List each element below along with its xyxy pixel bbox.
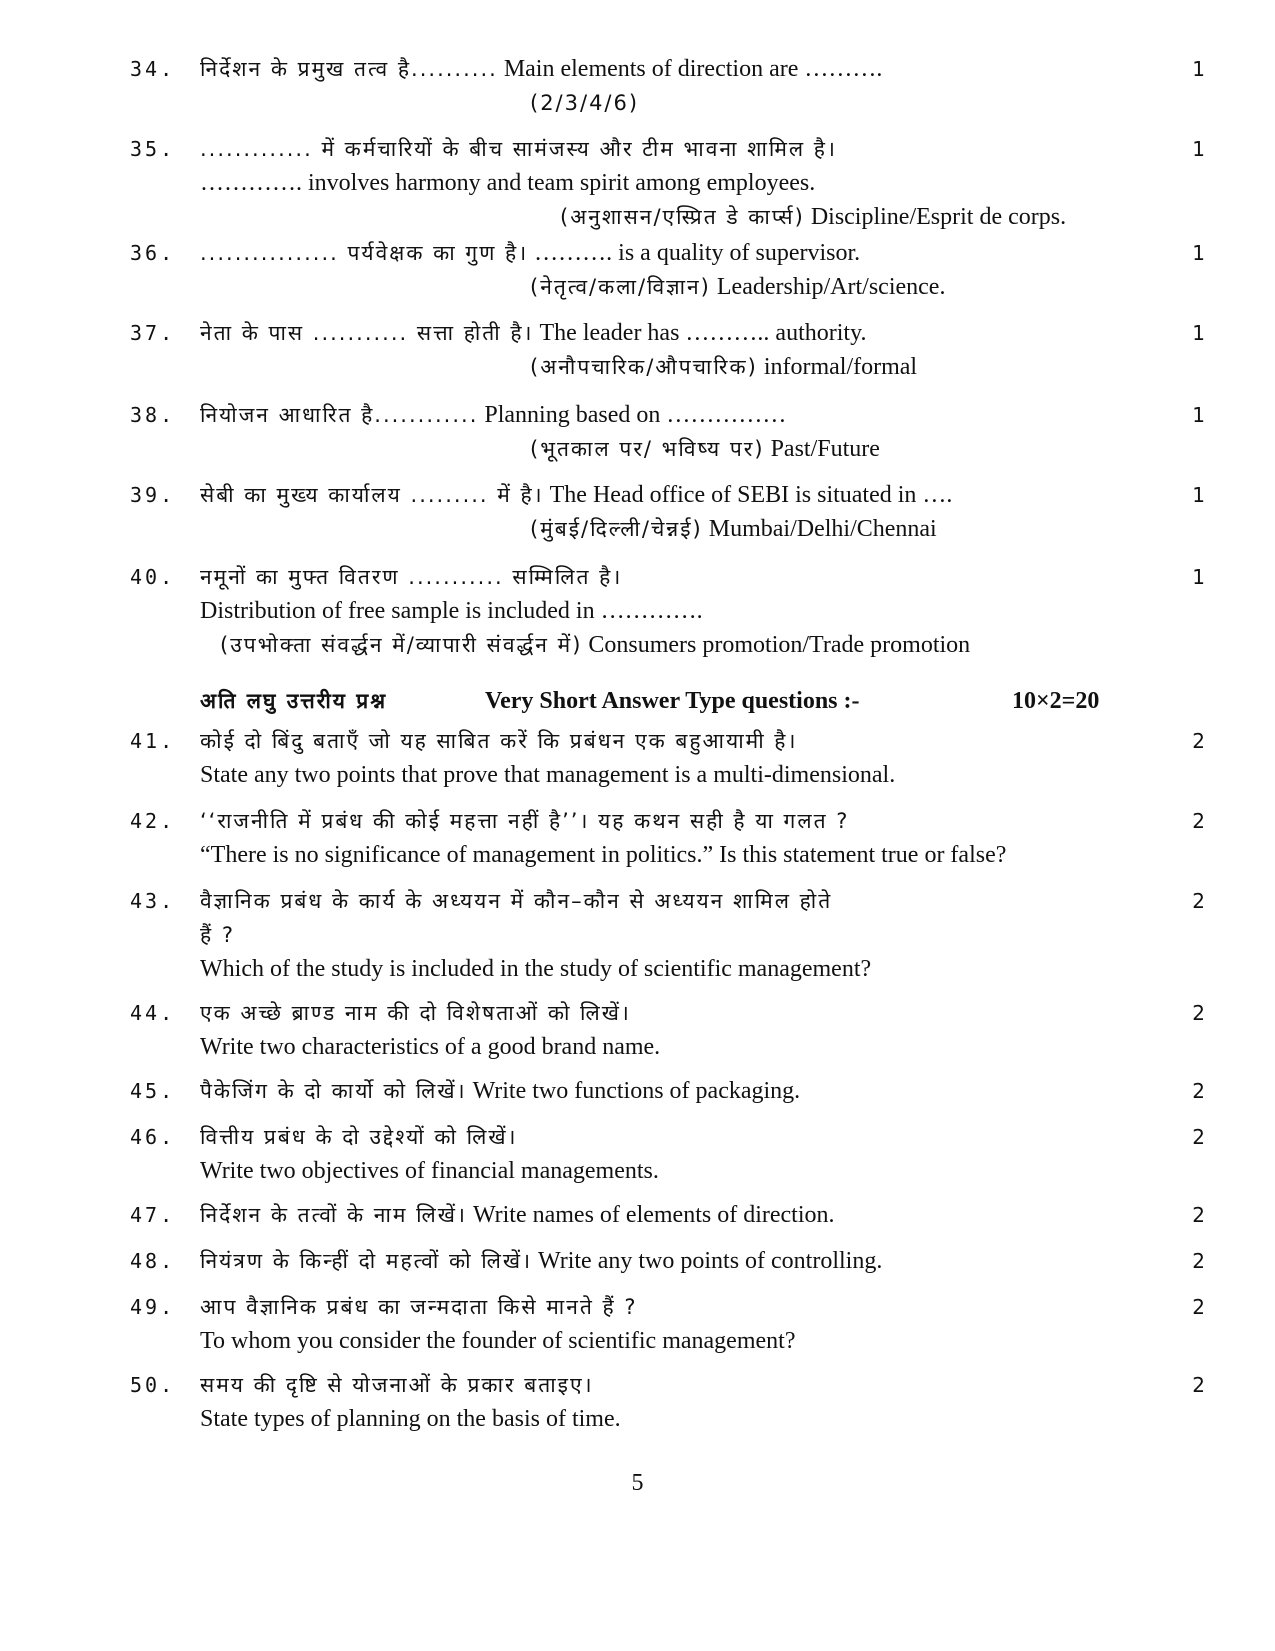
question-text-line bbox=[200, 918, 235, 952]
question-text-line bbox=[200, 1324, 795, 1358]
english-text: State types of planning on the basis of time. bbox=[200, 1406, 621, 1432]
question-number: 46. bbox=[130, 1125, 176, 1149]
hindi-text: (उपभोक्ता संवर्द्धन में/व्यापारी संवर्द्धन में) bbox=[220, 633, 583, 657]
english-text: …………. involves harmony and team spirit among employees. bbox=[200, 170, 816, 196]
question-marks: 1 bbox=[1192, 57, 1205, 81]
hindi-text: एक अच्छे ब्राण्ड नाम की दो विशेषताओं को लिखें। bbox=[200, 1001, 631, 1025]
hindi-text: निर्देशन के तत्वों के नाम लिखें। bbox=[200, 1203, 467, 1227]
hindi-text: आप वैज्ञानिक प्रबंध का जन्मदाता किसे मानते हैं ? bbox=[200, 1295, 638, 1319]
question-text-line bbox=[200, 594, 703, 628]
hindi-text: (भूतकाल पर/ भविष्य पर) bbox=[530, 437, 765, 461]
english-text: Write names of elements of direction. bbox=[466, 1202, 835, 1228]
english-text: Planning based on …………… bbox=[478, 402, 787, 428]
question-marks: 2 bbox=[1192, 1079, 1205, 1103]
hindi-text: निर्देशन के प्रमुख तत्व है.......... bbox=[200, 57, 498, 81]
hindi-text: ‘‘राजनीति में प्रबंध की कोई महत्ता नहीं है’’। यह कथन सही है या गलत ? bbox=[200, 809, 850, 833]
english-text: Write two functions of packaging. bbox=[466, 1078, 801, 1104]
question-text-line bbox=[200, 478, 952, 512]
question-number: 35. bbox=[130, 137, 176, 161]
question-text-line bbox=[200, 236, 860, 270]
hindi-text: ................ पर्यवेक्षक का गुण है। bbox=[200, 241, 529, 265]
hindi-text: (2/3/4/6) bbox=[530, 91, 640, 115]
english-text: State any two points that prove that management is a multi-dimensional. bbox=[200, 762, 896, 788]
question-text-line bbox=[200, 1154, 659, 1188]
question-number: 45. bbox=[130, 1079, 176, 1103]
question-marks: 1 bbox=[1192, 137, 1205, 161]
question-marks: 1 bbox=[1192, 403, 1205, 427]
english-text: The leader has ……….. authority. bbox=[533, 320, 867, 346]
page-number: 5 bbox=[631, 1470, 644, 1496]
question-marks: 1 bbox=[1192, 483, 1205, 507]
question-number: 43. bbox=[130, 889, 176, 913]
hindi-text: समय की दृष्टि से योजनाओं के प्रकार बताइए। bbox=[200, 1373, 594, 1397]
hindi-text: नियंत्रण के किन्हीं दो महत्वों को लिखें। bbox=[200, 1249, 533, 1273]
question-text-line bbox=[200, 952, 871, 986]
hindi-text: (अनुशासन/एस्प्रित डे कार्प्स) bbox=[560, 205, 805, 229]
english-text: To whom you consider the founder of scientific management? bbox=[200, 1328, 796, 1354]
question-text-line bbox=[530, 86, 639, 120]
question-text-line bbox=[530, 270, 945, 304]
question-number: 34. bbox=[130, 57, 176, 81]
question-number: 50. bbox=[130, 1373, 176, 1397]
english-text: Write any two points of controlling. bbox=[532, 1248, 883, 1274]
question-marks: 2 bbox=[1192, 1001, 1205, 1025]
english-text: The Head office of SEBI is situated in …. bbox=[543, 482, 953, 508]
question-text-line bbox=[220, 628, 970, 662]
question-text-line bbox=[530, 512, 937, 546]
english-text: Consumers promotion/Trade promotion bbox=[582, 632, 971, 658]
hindi-text: कोई दो बिंदु बताएँ जो यह साबित करें कि प्रबंधन एक बहुआयामी है। bbox=[200, 729, 798, 753]
question-text-line bbox=[200, 838, 1006, 872]
question-marks: 2 bbox=[1192, 1249, 1205, 1273]
question-text-line bbox=[200, 166, 815, 200]
question-text-line bbox=[200, 1368, 594, 1402]
question-text-line bbox=[200, 52, 882, 86]
question-marks: 2 bbox=[1192, 1203, 1205, 1227]
question-text-line bbox=[200, 398, 786, 432]
question-number: 48. bbox=[130, 1249, 176, 1273]
question-number: 38. bbox=[130, 403, 176, 427]
english-text: Main elements of direction are ………. bbox=[497, 56, 883, 82]
english-text: Mumbai/Delhi/Chennai bbox=[702, 516, 937, 542]
english-text: Distribution of free sample is included in …………. bbox=[200, 598, 703, 624]
question-text-line bbox=[530, 432, 880, 466]
question-text-line bbox=[200, 758, 895, 792]
english-text: Past/Future bbox=[764, 436, 880, 462]
question-marks: 2 bbox=[1192, 1125, 1205, 1149]
question-text-line bbox=[200, 1120, 517, 1154]
question-marks: 2 bbox=[1192, 729, 1205, 753]
question-text-line bbox=[200, 724, 797, 758]
hindi-text: वित्तीय प्रबंध के दो उद्देश्यों को लिखें। bbox=[200, 1125, 518, 1149]
hindi-text: नियोजन आधारित है............ bbox=[200, 403, 479, 427]
question-text-line bbox=[200, 1074, 800, 1108]
question-marks: 2 bbox=[1192, 1295, 1205, 1319]
hindi-text: नमूनों का मुफ्त वितरण ........... सम्मिलित है। bbox=[200, 565, 623, 589]
question-text-line bbox=[200, 884, 832, 918]
question-text-line bbox=[200, 1290, 638, 1324]
english-text: Discipline/Esprit de corps. bbox=[804, 204, 1067, 230]
question-text-line bbox=[200, 804, 849, 838]
hindi-text: पैकेजिंग के दो कार्यो को लिखें। bbox=[200, 1079, 467, 1103]
hindi-text: हैं ? bbox=[200, 923, 235, 947]
hindi-text: ............. में कर्मचारियों के बीच सामंजस्य और टीम भावना शामिल है। bbox=[200, 137, 837, 161]
question-text-line bbox=[200, 1402, 621, 1436]
question-text-line bbox=[560, 200, 1066, 234]
question-text-line bbox=[200, 560, 622, 594]
english-text: Leadership/Art/science. bbox=[710, 274, 946, 300]
english-text: Write two characteristics of a good brand name. bbox=[200, 1034, 661, 1060]
hindi-text: वैज्ञानिक प्रबंध के कार्य के अध्ययन में कौन–कौन से अध्ययन शामिल होते bbox=[200, 889, 833, 913]
hindi-text: सेबी का मुख्य कार्यालय ......... में है। bbox=[200, 483, 544, 507]
section-title-hindi: अति लघु उत्तरीय प्रश्न bbox=[200, 689, 388, 713]
english-text: informal/formal bbox=[757, 354, 918, 380]
question-text-line bbox=[200, 1244, 882, 1278]
question-marks: 1 bbox=[1192, 565, 1205, 589]
english-text: ………. is a quality of supervisor. bbox=[528, 240, 861, 266]
question-number: 36. bbox=[130, 241, 176, 265]
question-marks: 2 bbox=[1192, 889, 1205, 913]
question-number: 41. bbox=[130, 729, 176, 753]
hindi-text: नेता के पास ........... सत्ता होती है। bbox=[200, 321, 534, 345]
section-marks: 10×2=20 bbox=[1012, 688, 1100, 714]
question-text-line bbox=[200, 316, 867, 350]
question-marks: 1 bbox=[1192, 241, 1205, 265]
english-text: “There is no significance of management in politics.” Is this statement true or false? bbox=[200, 842, 1007, 868]
question-number: 40. bbox=[130, 565, 176, 589]
question-marks: 2 bbox=[1192, 1373, 1205, 1397]
question-text-line bbox=[530, 350, 917, 384]
hindi-text: (अनौपचारिक/औपचारिक) bbox=[530, 355, 758, 379]
english-text: Write two objectives of financial managements. bbox=[200, 1158, 659, 1184]
question-marks: 1 bbox=[1192, 321, 1205, 345]
question-text-line bbox=[200, 1030, 660, 1064]
question-number: 37. bbox=[130, 321, 176, 345]
question-number: 49. bbox=[130, 1295, 176, 1319]
hindi-text: (नेतृत्व/कला/विज्ञान) bbox=[530, 275, 711, 299]
question-text-line bbox=[200, 1198, 835, 1232]
section-heading bbox=[200, 684, 1130, 718]
hindi-text: (मुंबई/दिल्ली/चेन्नई) bbox=[530, 517, 703, 541]
question-number: 39. bbox=[130, 483, 176, 507]
question-text-line bbox=[200, 996, 631, 1030]
question-marks: 2 bbox=[1192, 809, 1205, 833]
question-number: 44. bbox=[130, 1001, 176, 1025]
english-text: Which of the study is included in the study of scientific management? bbox=[200, 956, 872, 982]
question-text-line bbox=[200, 132, 837, 166]
question-number: 47. bbox=[130, 1203, 176, 1227]
question-number: 42. bbox=[130, 809, 176, 833]
section-title-english: Very Short Answer Type questions :- bbox=[485, 688, 860, 714]
